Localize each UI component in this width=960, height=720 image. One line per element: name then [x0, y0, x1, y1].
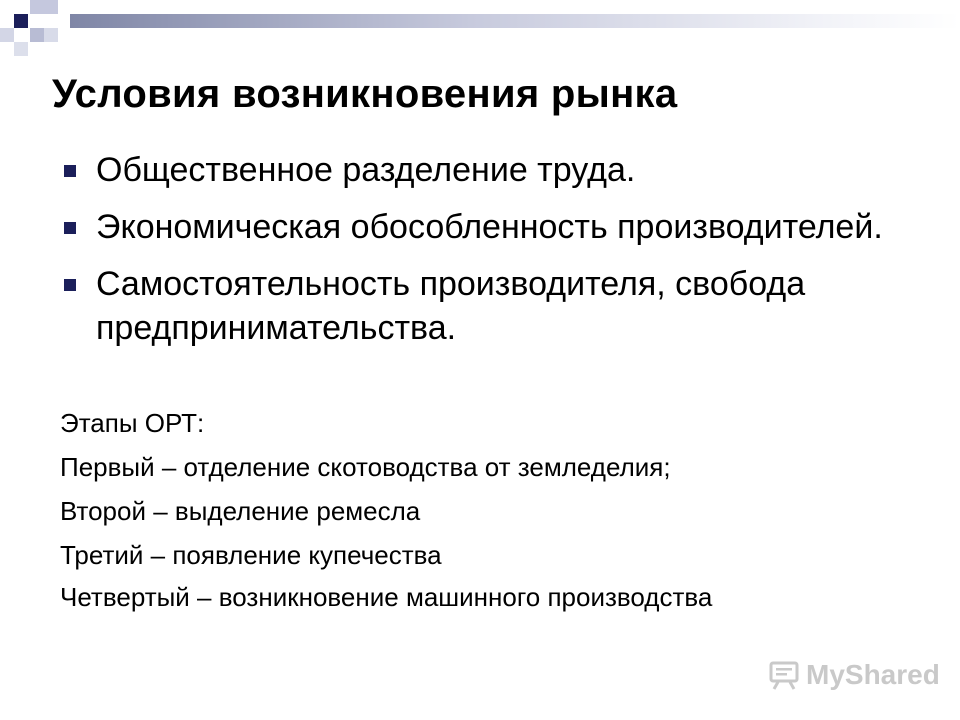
bullet-text: Самостоятельность производителя, свобода предпринимательства. — [96, 265, 806, 347]
bullet-item — [62, 262, 912, 350]
decor-square-light — [44, 0, 58, 14]
square-bullet-icon — [64, 165, 76, 177]
square-bullet-icon — [64, 279, 76, 291]
presentation-board-icon — [768, 659, 800, 691]
decor-square-light — [30, 0, 44, 14]
bullet-item — [62, 205, 912, 249]
stage-line: Третий – появление купечества — [60, 540, 442, 570]
slide-title: Условия возникновения рынка — [52, 72, 678, 116]
decor-square-light — [44, 28, 58, 42]
header-decoration — [0, 0, 960, 60]
header-gradient-bar — [70, 14, 960, 28]
watermark-logo — [768, 656, 940, 694]
bullet-text: Общественное разделение труда. — [96, 151, 636, 189]
watermark-text: MyShared — [806, 659, 940, 690]
bullet-text: Экономическая обособленность производителей. — [96, 208, 883, 246]
bullet-item — [62, 148, 912, 192]
decor-square-light — [14, 42, 28, 56]
decor-square-dark — [14, 14, 28, 28]
stage-line: Второй – выделение ремесла — [60, 496, 421, 526]
stage-line: Первый – отделение скотоводства от земледелия; — [60, 452, 671, 482]
stage-line: Четвертый – возникновение машинного производства — [60, 582, 713, 612]
stages-heading: Этапы ОРТ: — [60, 408, 205, 438]
bullet-list — [62, 148, 912, 363]
decor-square-light — [30, 28, 44, 42]
square-bullet-icon — [64, 222, 76, 234]
decor-square-light — [0, 28, 14, 42]
